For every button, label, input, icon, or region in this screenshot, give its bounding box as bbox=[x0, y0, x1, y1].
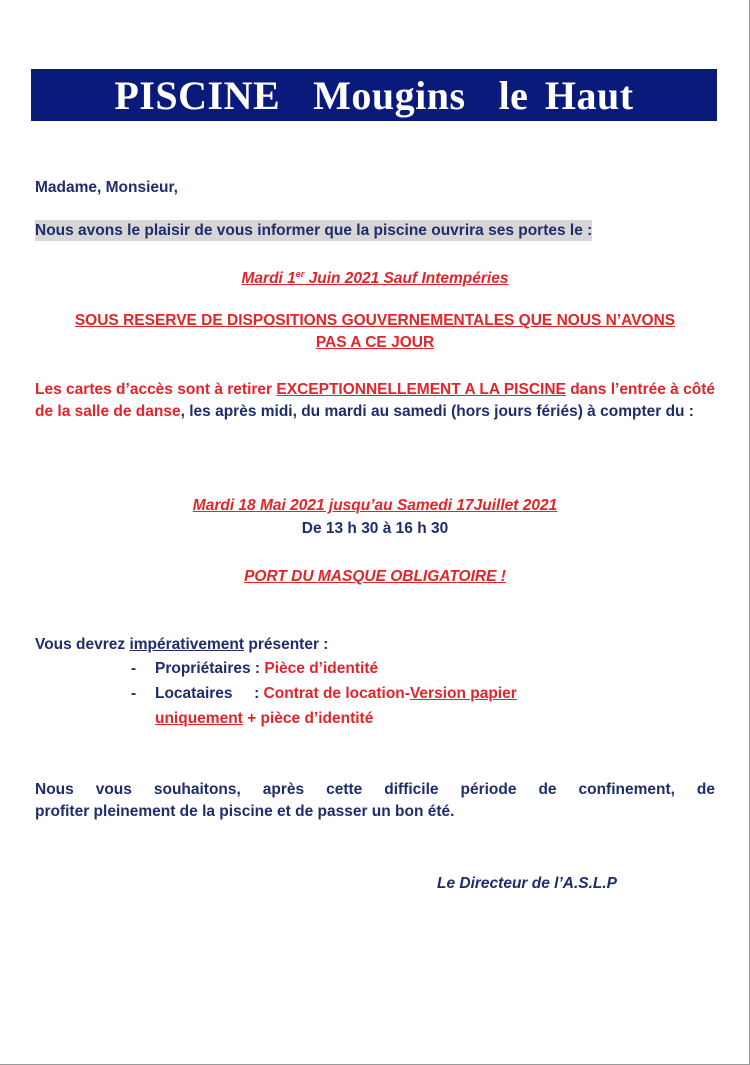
intro-text bbox=[35, 220, 715, 242]
requirements-emphasis: impérativement bbox=[129, 636, 245, 653]
opening-date-part1: Mardi 1 bbox=[241, 270, 296, 287]
tenants-value-4: + pièce d’identité bbox=[242, 710, 374, 727]
tenants-value-2: Version papier bbox=[409, 685, 517, 702]
cards-text-1: Les cartes d’accès sont à retirer bbox=[35, 381, 277, 398]
tenants-value-1: Contrat de location- bbox=[263, 685, 410, 702]
list-item bbox=[131, 658, 136, 680]
list-item bbox=[131, 683, 136, 705]
requirements-text-2: présenter : bbox=[244, 636, 329, 653]
owners-label: Propriétaires : bbox=[155, 660, 265, 677]
reserve-line-2: PAS A CE JOUR bbox=[315, 334, 435, 351]
page-title-banner bbox=[31, 69, 717, 121]
distribution-hours: De 13 h 30 à 16 h 30 bbox=[301, 520, 449, 537]
tenants-label: Locataires : bbox=[155, 685, 264, 702]
page-title: PISCINE Mougins le Haut bbox=[114, 72, 634, 118]
owners-value: Pièce d’identité bbox=[264, 660, 379, 677]
distribution-dates: Mardi 18 Mai 2021 jusqu’au Samedi 17Juillet 2021 bbox=[192, 497, 558, 514]
list-dash: - bbox=[131, 685, 137, 702]
tenants-value-3: uniquement bbox=[155, 710, 243, 727]
signature: Le Directeur de l’A.S.L.P bbox=[437, 875, 618, 892]
list-item-owners bbox=[155, 658, 378, 680]
opening-date bbox=[35, 268, 715, 290]
cards-text-location: dans l’entrée à côté de la salle de danse bbox=[35, 381, 715, 420]
mask-notice: PORT DU MASQUE OBLIGATOIRE ! bbox=[244, 568, 506, 585]
list-item-tenants-continued bbox=[155, 708, 373, 730]
reserve-notice bbox=[30, 310, 720, 354]
list-item-tenants bbox=[155, 683, 615, 705]
requirements-text-1: Vous devrez bbox=[35, 636, 130, 653]
opening-date-part2: Juin 2021 Sauf Intempéries bbox=[304, 270, 509, 287]
closing-paragraph bbox=[35, 779, 715, 823]
opening-date-sup: er bbox=[295, 268, 305, 279]
intro-highlight: Nous avons le plaisir de vous informer que la piscine ouvrira ses portes le : bbox=[35, 222, 593, 239]
closing-line-2: profiter pleinement de la piscine et de passer un bon été. bbox=[35, 803, 455, 820]
greeting: Madame, Monsieur, bbox=[35, 179, 178, 196]
cards-text-emphasis: EXCEPTIONNELLEMENT A LA PISCINE bbox=[276, 381, 566, 398]
list-dash: - bbox=[131, 660, 137, 677]
reserve-line-1: SOUS RESERVE DE DISPOSITIONS GOUVERNEMENTALES QUE NOUS N’AVONS bbox=[74, 312, 676, 329]
closing-line-1: Nous vous souhaitons, après cette difficile période de confinement, de bbox=[35, 781, 715, 798]
cards-paragraph bbox=[35, 379, 715, 423]
cards-text-schedule: , les après midi, du mardi au samedi (hors jours fériés) à compter du : bbox=[180, 403, 694, 420]
requirements-intro bbox=[35, 634, 715, 656]
